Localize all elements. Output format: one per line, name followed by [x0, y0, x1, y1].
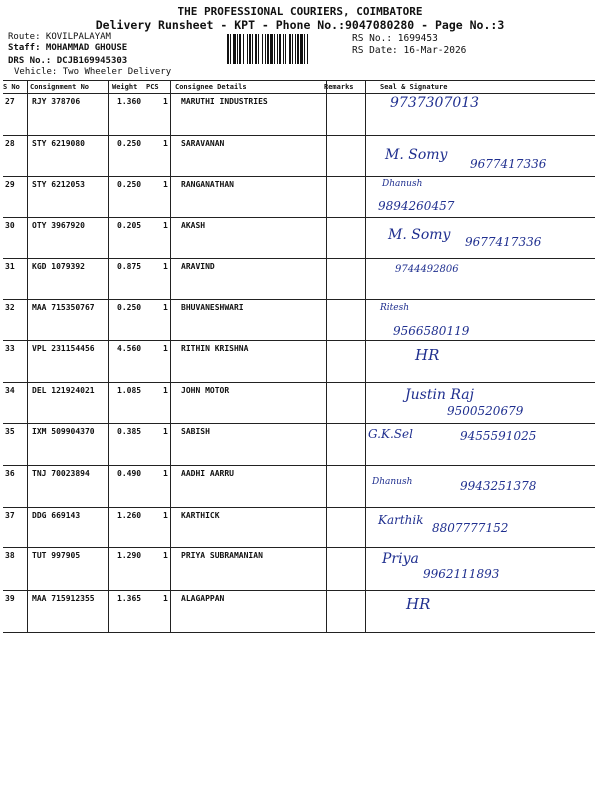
barcode-bar [249, 34, 251, 64]
consignment-cell: RJY 378706 [32, 97, 81, 106]
consignee-cell: MARUTHI INDUSTRIES [181, 97, 268, 106]
consignment-cell: IXM 509904370 [32, 427, 95, 436]
barcode-bar [292, 34, 293, 64]
barcode-bar [255, 34, 257, 64]
weight-cell: 1.360 [117, 97, 142, 106]
row-divider [3, 507, 595, 508]
row-divider [3, 547, 595, 548]
row-divider [3, 382, 595, 383]
pcs-cell: 1 [163, 511, 168, 520]
row-divider [3, 590, 595, 591]
pcs-cell: 1 [163, 139, 168, 148]
handwritten-signature: Justin Raj [405, 387, 474, 403]
sno-cell: 36 [5, 469, 15, 478]
pcs-cell: 1 [163, 180, 168, 189]
row-divider [3, 465, 595, 466]
consignment-cell: DEL 121924021 [32, 386, 95, 395]
pcs-cell: 1 [163, 344, 168, 353]
barcode-bar [252, 34, 253, 64]
consignment-cell: STY 6212053 [32, 180, 85, 189]
barcode-bar [227, 34, 229, 64]
consignee-cell: RITHIN KRISHNA [181, 344, 249, 353]
sno-cell: 33 [5, 344, 15, 353]
weight-cell: 0.250 [117, 303, 142, 312]
sno-cell: 27 [5, 97, 15, 106]
rs-number: RS No.: 1699453 [352, 33, 438, 44]
handwritten-signature: HR [406, 595, 431, 613]
handwritten-signature: 9744492806 [395, 264, 459, 275]
barcode-bar [283, 34, 284, 64]
consignee-cell: BHUVANESHWARI [181, 303, 244, 312]
consignment-cell: TNJ 70023894 [32, 469, 90, 478]
sno-cell: 32 [5, 303, 15, 312]
row-divider [3, 299, 595, 300]
sno-cell: 30 [5, 221, 15, 230]
sno-cell: 37 [5, 511, 15, 520]
handwritten-signature: HR [415, 346, 440, 364]
weight-cell: 1.260 [117, 511, 142, 520]
barcode-bar [307, 34, 308, 64]
handwritten-signature: Ritesh [380, 303, 410, 313]
barcode-bar [243, 34, 244, 64]
barcode-bar [239, 34, 241, 64]
pcs-cell: 1 [163, 303, 168, 312]
barcode-bar [237, 34, 238, 64]
row-divider [3, 632, 595, 633]
pcs-cell: 1 [163, 594, 168, 603]
rs-date: RS Date: 16-Mar-2026 [352, 45, 467, 56]
consignment-cell: DDG 669143 [32, 511, 81, 520]
consignee-cell: SABISH [181, 427, 210, 436]
handwritten-phone: 9962111893 [423, 567, 500, 581]
handwritten-signature: G.K.Sel [368, 427, 413, 441]
consignee-cell: AADHI AARRU [181, 469, 234, 478]
weight-cell: 1.365 [117, 594, 142, 603]
weight-cell: 0.490 [117, 469, 142, 478]
runsheet-subtitle: Delivery Runsheet - KPT - Phone No.:9047080280 - Page No.:3 [95, 18, 505, 32]
column-divider [170, 80, 171, 632]
consignment-cell: VPL 231154456 [32, 344, 95, 353]
barcode-bar [274, 34, 275, 64]
column-divider [27, 80, 28, 632]
barcode-bar [265, 34, 266, 64]
handwritten-phone: 9894260457 [378, 199, 455, 213]
sno-cell: 39 [5, 594, 15, 603]
col-header-consignee: Consignee Details [175, 83, 247, 91]
row-divider [3, 340, 595, 341]
handwritten-phone: 9677417336 [465, 235, 542, 249]
drs-label: DRS No.: DCJB169945303 [8, 56, 128, 66]
barcode-bar [277, 34, 278, 64]
consignee-cell: KARTHICK [181, 511, 220, 520]
consignment-cell: OTY 3967920 [32, 221, 85, 230]
consignee-cell: SARAVANAN [181, 139, 225, 148]
route-label: Route: KOVILPALAYAM [8, 32, 111, 42]
sno-cell: 29 [5, 180, 15, 189]
barcode-bar [279, 34, 281, 64]
company-title: THE PROFESSIONAL COURIERS, COIMBATORE [177, 5, 423, 18]
barcode-bar [233, 34, 236, 64]
row-divider [3, 135, 595, 136]
col-header-pcs: PCS [146, 83, 159, 91]
col-header-remarks: Remarks [324, 83, 354, 91]
handwritten-phone: 9677417336 [470, 157, 547, 171]
barcode-bar [262, 34, 263, 64]
sno-cell: 38 [5, 551, 15, 560]
consignee-cell: PRIYA SUBRAMANIAN [181, 551, 263, 560]
column-divider [108, 80, 109, 632]
barcode-bar [267, 34, 269, 64]
barcode-bar [300, 34, 303, 64]
weight-cell: 0.875 [117, 262, 142, 271]
barcode-bar [304, 34, 305, 64]
row-divider [3, 258, 595, 259]
handwritten-phone: 8807777152 [432, 521, 509, 535]
handwritten-signature: M. Somy [388, 227, 451, 243]
row-divider [3, 80, 595, 81]
weight-cell: 0.205 [117, 221, 142, 230]
consignment-cell: KGD 1079392 [32, 262, 85, 271]
weight-cell: 0.250 [117, 180, 142, 189]
barcode-bar [270, 34, 273, 64]
weight-cell: 0.385 [117, 427, 142, 436]
handwritten-signature: Priya [382, 551, 419, 567]
handwritten-signature: Dhanush [372, 477, 413, 487]
pcs-cell: 1 [163, 97, 168, 106]
handwritten-signature: M. Somy [385, 147, 448, 163]
row-divider [3, 217, 595, 218]
handwritten-signature: Dhanush [382, 179, 423, 189]
pcs-cell: 1 [163, 386, 168, 395]
pcs-cell: 1 [163, 469, 168, 478]
row-divider [3, 423, 595, 424]
pcs-cell: 1 [163, 551, 168, 560]
handwritten-phone: 9500520679 [447, 404, 524, 418]
weight-cell: 1.085 [117, 386, 142, 395]
column-divider [326, 80, 327, 632]
barcode-bar [285, 34, 286, 64]
row-divider [3, 93, 595, 94]
sno-cell: 34 [5, 386, 15, 395]
barcode-bar [258, 34, 259, 64]
row-divider [3, 176, 595, 177]
handwritten-signature: 9737307013 [390, 95, 480, 111]
sno-cell: 28 [5, 139, 15, 148]
consignment-cell: MAA 715350767 [32, 303, 95, 312]
staff-label: Staff: MOHAMMAD GHOUSE [8, 43, 128, 53]
pcs-cell: 1 [163, 262, 168, 271]
consignee-cell: AKASH [181, 221, 206, 230]
consignee-cell: RANGANATHAN [181, 180, 234, 189]
col-header-consignment: Consignment No [30, 83, 90, 91]
barcode [227, 34, 345, 64]
col-header-weight: Weight [112, 83, 138, 91]
consignment-cell: MAA 715912355 [32, 594, 95, 603]
barcode-bar [230, 34, 231, 64]
handwritten-phone: 9943251378 [460, 479, 537, 493]
weight-cell: 0.250 [117, 139, 142, 148]
consignment-cell: STY 6219080 [32, 139, 85, 148]
col-header-seal: Seal & Signature [380, 83, 448, 91]
barcode-bar [289, 34, 291, 64]
handwritten-phone: 9566580119 [393, 324, 470, 338]
consignment-cell: TUT 997905 [32, 551, 81, 560]
barcode-bar [295, 34, 296, 64]
column-divider [365, 80, 366, 632]
handwritten-phone: 9455591025 [460, 429, 537, 443]
pcs-cell: 1 [163, 221, 168, 230]
barcode-bar [247, 34, 248, 64]
weight-cell: 4.560 [117, 344, 142, 353]
sno-cell: 35 [5, 427, 15, 436]
vehicle-label: Vehicle: Two Wheeler Delivery [14, 67, 172, 77]
barcode-bar [297, 34, 299, 64]
sno-cell: 31 [5, 262, 15, 271]
consignee-cell: ARAVIND [181, 262, 215, 271]
handwritten-signature: Karthik [378, 513, 424, 527]
consignee-cell: ALAGAPPAN [181, 594, 225, 603]
col-header-sno: S No [3, 83, 20, 91]
pcs-cell: 1 [163, 427, 168, 436]
weight-cell: 1.290 [117, 551, 142, 560]
consignee-cell: JOHN MOTOR [181, 386, 230, 395]
